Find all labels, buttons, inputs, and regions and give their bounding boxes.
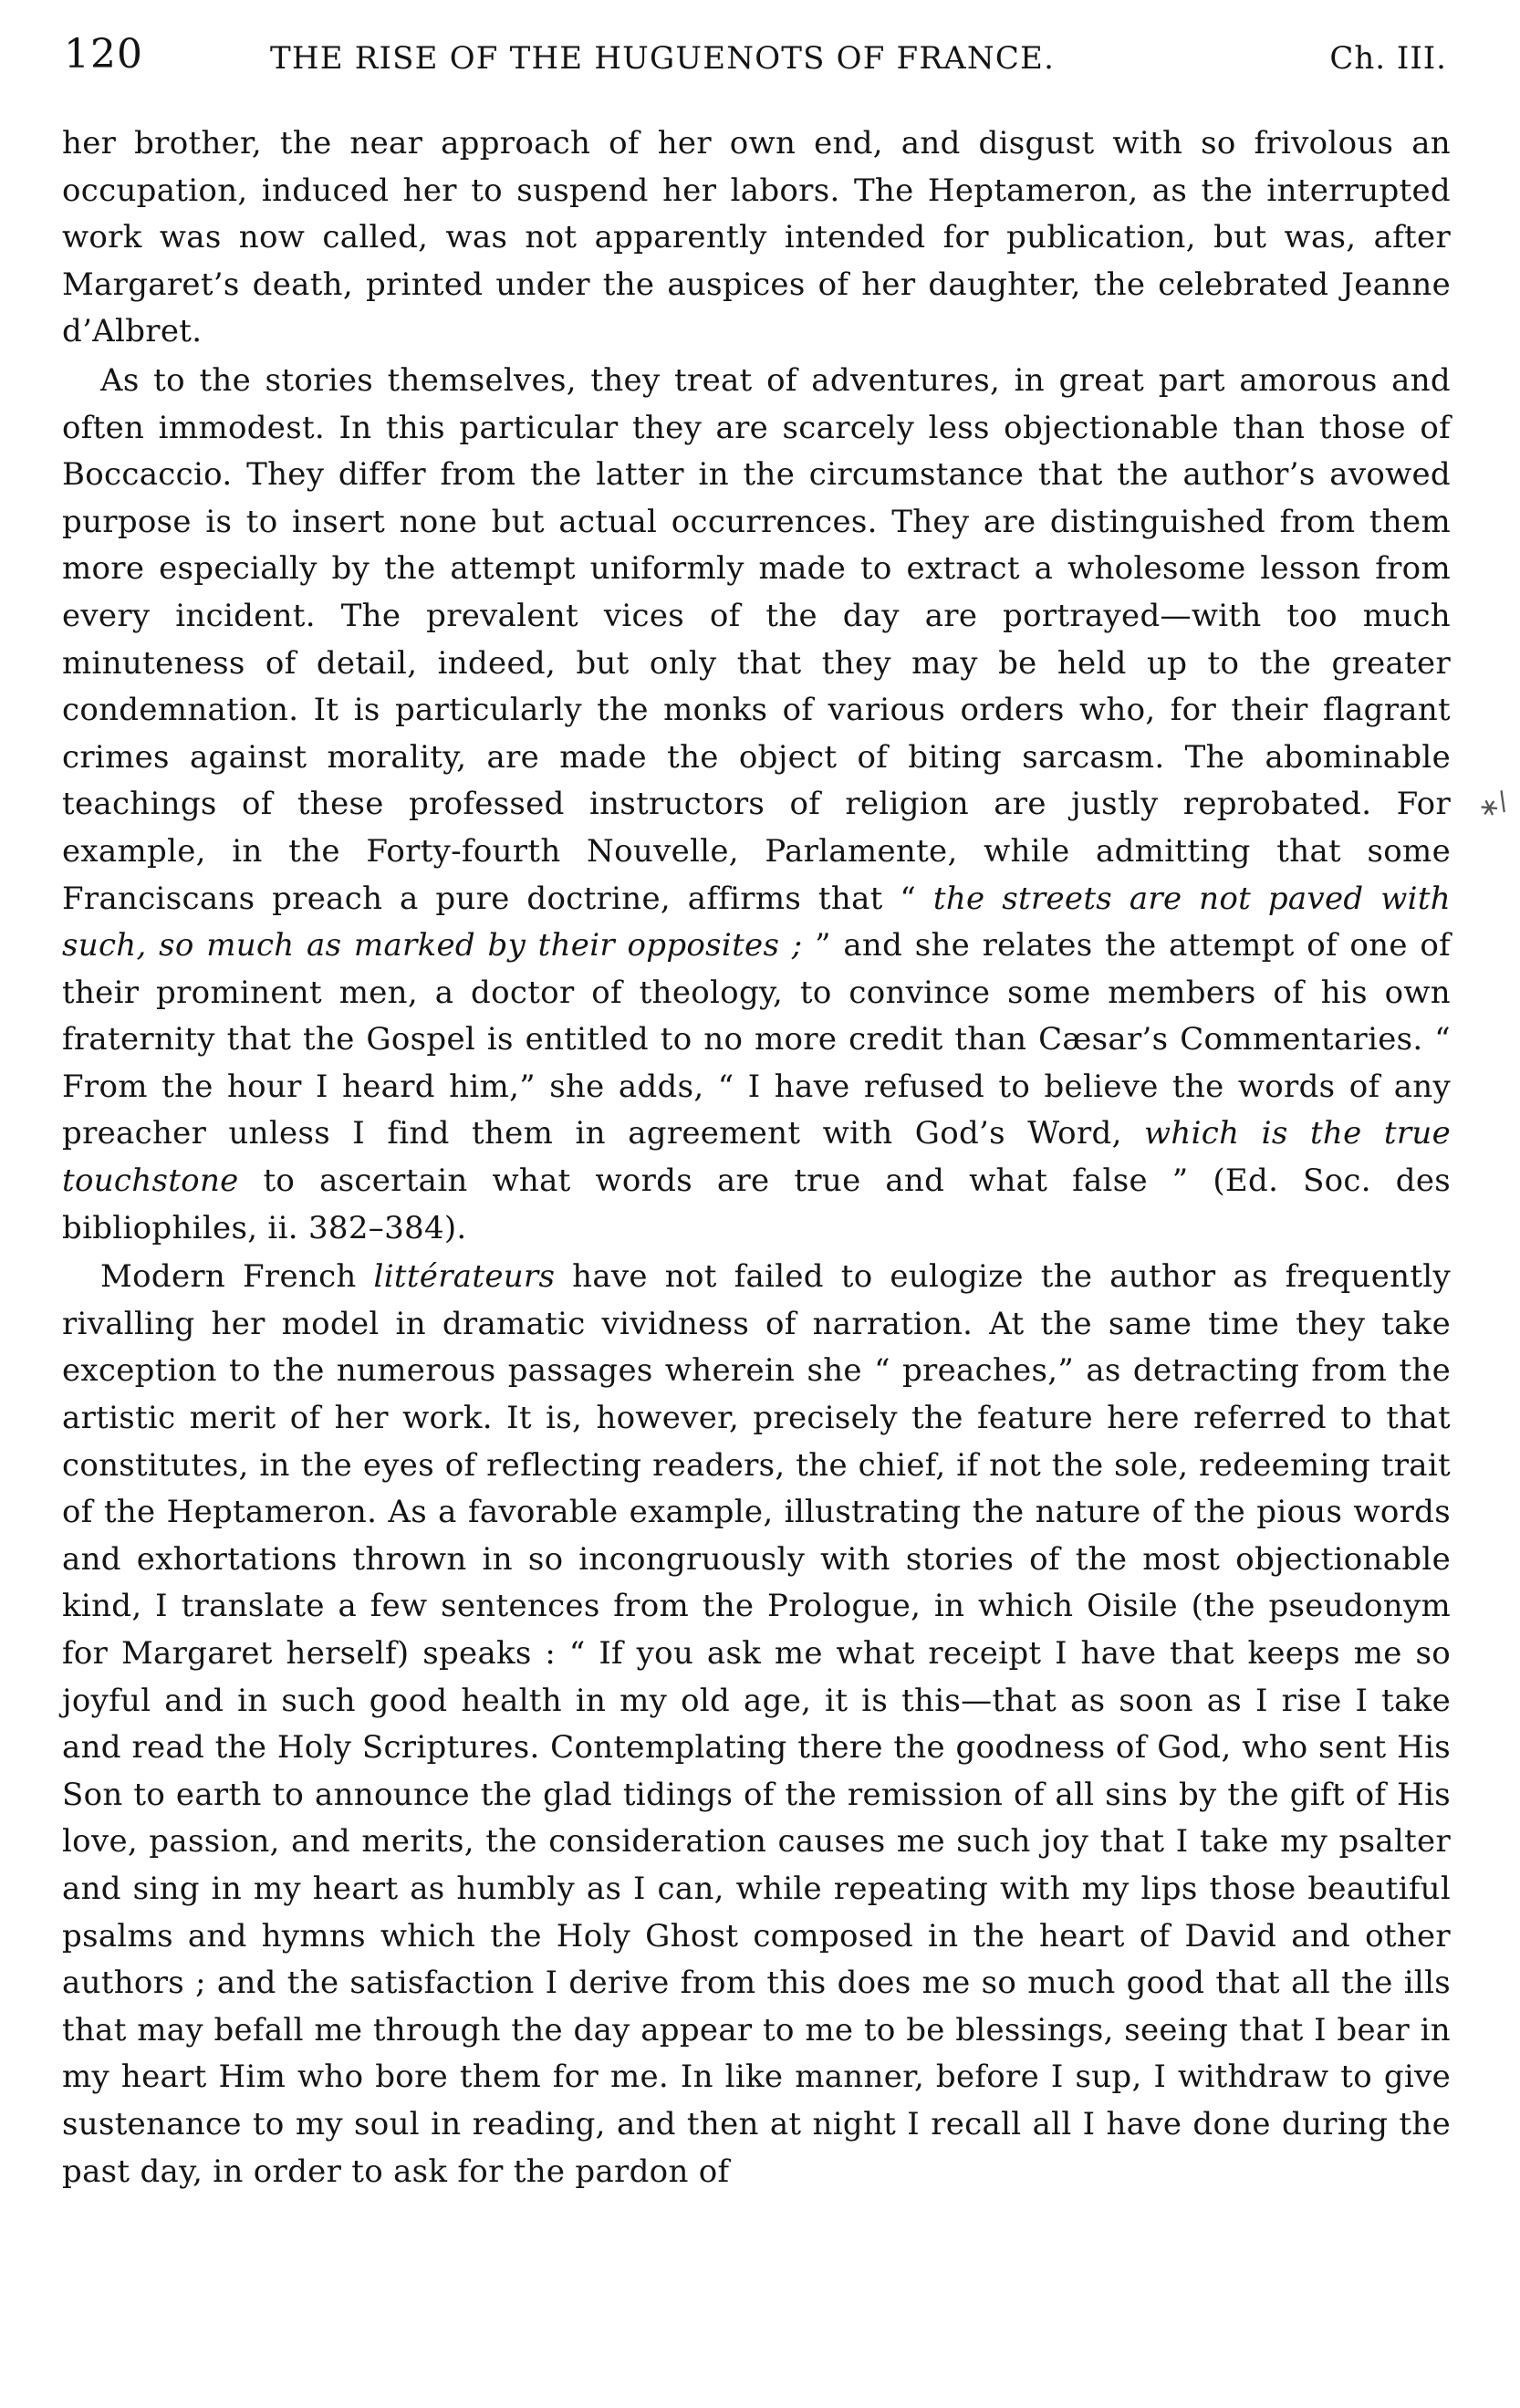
text-run: ” and she relates the attempt of one of their prominent men, a doctor of theology, to convince some members of his own fraternity that the Gospel is entitled to no more credit than Cæsar’s Commentaries. “ From the hour I heard him,” she adds, “ I have refused to believe the words of any preacher unless I find them in agreement with God’s Word, xyxy=(62,927,1451,1152)
paragraph-p2 xyxy=(62,358,1451,1252)
italic-run: littérateurs xyxy=(373,1258,556,1296)
text-run: have not failed to eulogize the author as frequently rivalling her model in dramatic vividness of narration. At the same time they take exception to the numerous passages wherein she “ preaches,” as detracting from the artistic merit of her work. It is, however, precisely the feature here referred to that constitutes, in the eyes of reflecting readers, the chief, if not the sole, redeeming trait of the Heptameron. As a favorable example, illustrating the nature of the pious words and exhortations thrown in so incongruously with stories of the most objectionable kind, I translate a few sentences from the Prologue, in which Oisile (the pseudonym for Margaret herself) speaks : “ If you ask me what receipt I have that keeps me so joyful and in such good health in my old age, it is this—that as soon as I rise I take and read the Holy Scriptures. Contemplating there the goodness of God, who sent His Son to earth to announce the glad tidings of the remission of all sins by the gift of His love, passion, and merits, the consideration causes me such joy that I take my psalter and sing in my heart as humbly as I can, while repeating with my lips those beautiful psalms and hymns which the Holy Ghost composed in the heart of David and other authors ; and the satisfaction I derive from this does me so much good that all the ills that may befall me through the day appear to me to be blessings, seeing that I bear in my heart Him who bore them for me. In like manner, before I sup, I withdraw to give sustenance to my soul in reading, and then at night I recall all I have done during the past day, in order to ask for the pardon of xyxy=(62,1258,1451,2190)
chapter-label: Ch. III. xyxy=(1329,40,1447,77)
text-run: to ascertain what words are true and what false ” (Ed. Soc. des bibliophiles, ii. 382–384). xyxy=(62,1162,1451,1246)
page-number: 120 xyxy=(64,31,143,78)
paragraph-p3 xyxy=(62,1254,1451,2195)
margin-pencil-mark: ∗/ xyxy=(1473,785,1514,826)
italic-run: the streets are not paved with such, so much as marked by their opposites ; xyxy=(62,880,1451,964)
text-run: As to the stories themselves, they treat of adventures, in great part amorous and often immodest. In this particular they are scarcely less objectionable than those of Boccaccio. They differ from the latter in the circumstance that the author’s avowed purpose is to insert none but actual occurrences. They are distinguished from them more especially by the attempt uniformly made to extract a wholesome lesson from every incident. The prevalent vices of the day are portrayed—with too much minuteness of detail, indeed, but only that they may be held up to the greater condemnation. It is particularly the monks of various orders who, for their flagrant crimes against morality, are made the object of biting sarcasm. The abominable teachings of these professed instructors of religion are justly reprobated. For example, in the Forty-fourth Nouvelle, Parlamente, while admitting that some Franciscans preach a pure doctrine, affirms that “ xyxy=(62,361,1451,917)
book-page xyxy=(62,0,1514,2408)
paragraph-p1 xyxy=(62,120,1451,356)
running-title: THE RISE OF THE HUGUENOTS OF FRANCE. xyxy=(270,40,1056,77)
text-run: her brother, the near approach of her own end, and disgust with so frivolous an occupation, induced her to suspend her labors. The Heptameron, as the interrupted work was now called, was not apparently intended for publication, but was, after Margaret’s death, printed under the auspices of her daughter, the celebrated Jeanne d’Albret. xyxy=(62,125,1451,350)
italic-run: which is the true touchstone xyxy=(62,1115,1452,1200)
running-head xyxy=(62,20,1451,84)
body-text xyxy=(62,120,1451,2195)
text-run: Modern French xyxy=(100,1258,374,1296)
